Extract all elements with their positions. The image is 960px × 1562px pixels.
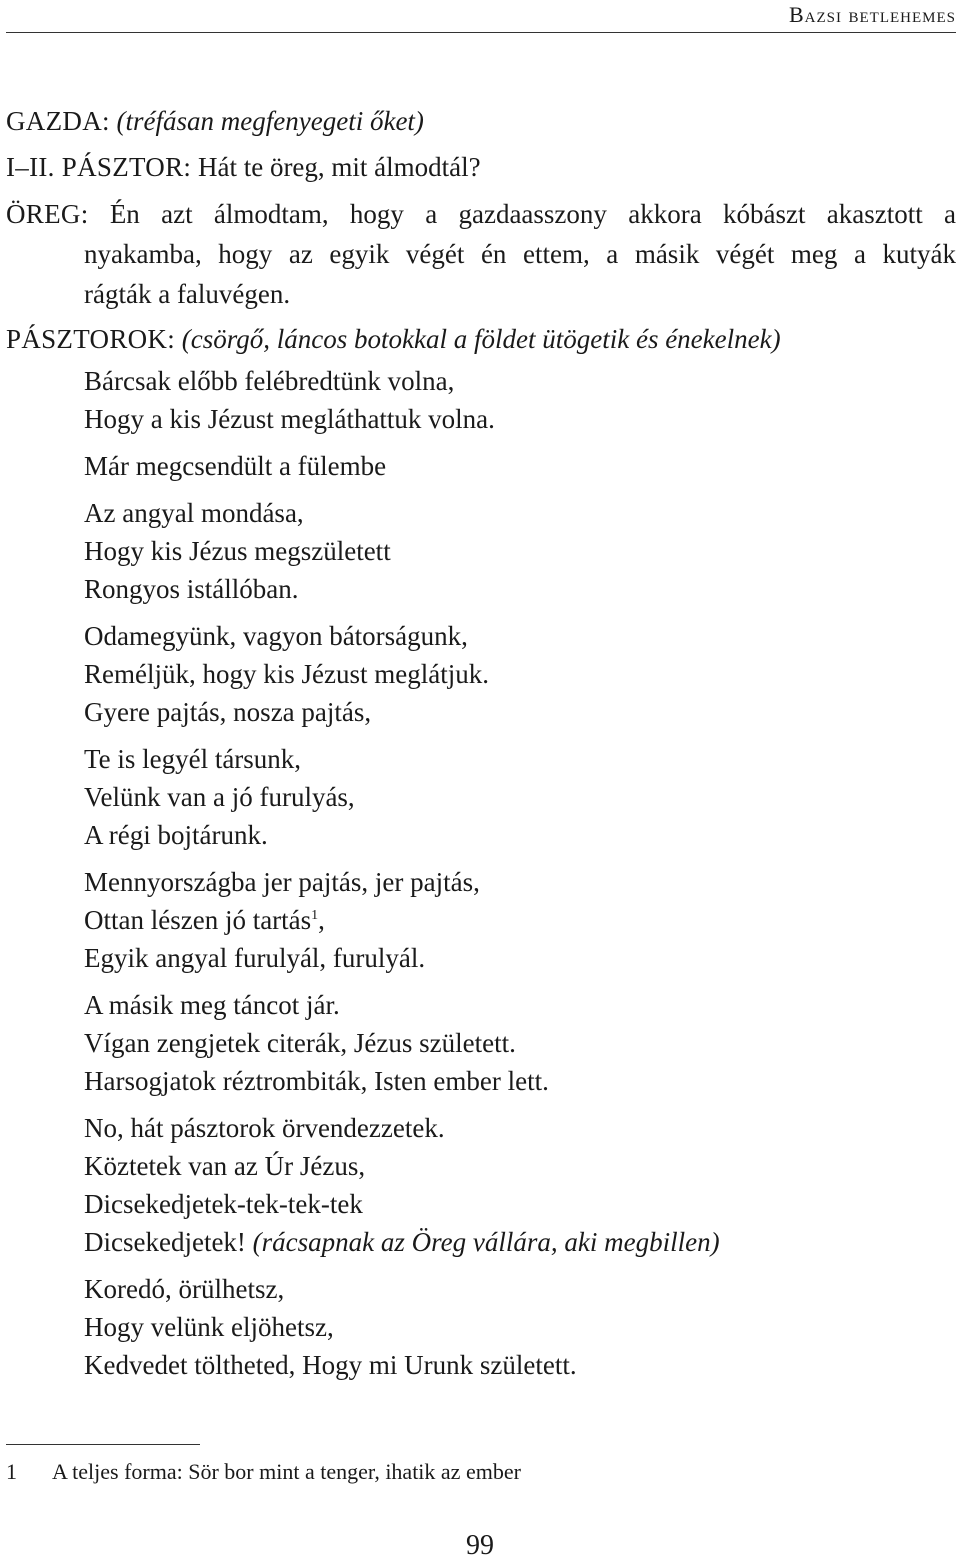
stanza <box>6 986 956 1100</box>
verse-line: Harsogjatok réztrombiták, Isten ember lett. <box>84 1066 549 1096</box>
stanza <box>6 863 956 977</box>
verse-line: Te is legyél társunk, <box>84 744 302 774</box>
verse-line: Egyik angyal furulyál, furulyál. <box>84 943 426 973</box>
verse-line: Rongyos istállóban. <box>84 574 299 604</box>
verse-line: Hogy velünk eljöhetsz, <box>84 1312 334 1342</box>
stanza <box>6 617 956 731</box>
verse-punctuation: , <box>318 905 325 935</box>
stanza <box>6 447 956 485</box>
stanza <box>6 740 956 854</box>
verse-line: No, hát pásztorok örvendezzetek. <box>84 1113 445 1143</box>
stanza <box>6 1270 956 1384</box>
verse-line: Bárcsak előbb felébredtünk volna, <box>84 366 455 396</box>
verse-line: Vígan zengjetek citerák, Jézus született. <box>84 1028 516 1058</box>
stage-direction: (csörgő, láncos botokkal a földet ütögetik és énekelnek) <box>181 324 781 354</box>
verse-line: Koredó, örülhetsz, <box>84 1274 285 1304</box>
speech-text: Hát te öreg, mit álmodtál? <box>197 152 481 182</box>
speech-first-line <box>6 194 956 234</box>
verse-text: Dicsekedjetek! <box>84 1227 246 1257</box>
verse-line: Hogy a kis Jézust megláthattuk volna. <box>84 404 495 434</box>
footnote-number: 1 <box>6 1459 17 1484</box>
verse-line: Odamegyünk, vagyon bátorságunk, <box>84 621 468 651</box>
verse-line: Hogy kis Jézus megszületett <box>84 536 391 566</box>
footnote-marker[interactable]: 1 <box>311 908 319 923</box>
footnote-rule <box>6 1444 200 1445</box>
speech-text: Én azt álmodtam, hogy a gazdaasszony akkora kóbászt akasztott a <box>109 199 956 229</box>
verse-line: Az angyal mondása, <box>84 498 304 528</box>
stanza <box>6 494 956 608</box>
verse-line: Reméljük, hogy kis Jézust meglátjuk. <box>84 659 489 689</box>
speech-gazda <box>6 98 956 144</box>
verse-text: Ottan lészen jó tartás <box>84 905 312 935</box>
verse-line: Dicsekedjetek-tek-tek-tek <box>84 1189 363 1219</box>
verse-line-with-footnote <box>6 901 956 939</box>
verse-line: Már megcsendült a fülembe <box>84 451 387 481</box>
speech-line: nyakamba, hogy az egyik végét én ettem, a másik végét meg a kutyák <box>84 239 956 269</box>
verse-line: Velünk van a jó furulyás, <box>84 782 355 812</box>
verse-line-with-direction <box>6 1223 956 1261</box>
page-number: 99 <box>466 1530 494 1561</box>
stanza <box>6 1109 956 1261</box>
verse-line: Kedvedet töltheted, Hogy mi Urunk született. <box>84 1350 577 1380</box>
speaker-name: ÖREG: <box>6 199 89 229</box>
verse-line: A másik meg táncot jár. <box>84 990 340 1020</box>
stanza <box>6 362 956 438</box>
speaker-name: GAZDA: <box>6 106 110 136</box>
running-header: Bazsi betlehemes <box>789 2 956 27</box>
speaker-name: PÁSZTOROK: <box>6 324 176 354</box>
speech-line: rágták a faluvégen. <box>84 279 291 309</box>
speaker-name: I–II. PÁSZTOR: <box>6 152 192 182</box>
verse-line: A régi bojtárunk. <box>84 820 268 850</box>
speech-oreg <box>6 194 956 314</box>
footnote-text: A teljes forma: Sör bor mint a tenger, ihatik az ember <box>52 1459 521 1484</box>
verse-line: Köztetek van az Úr Jézus, <box>84 1151 366 1181</box>
stage-direction: (tréfásan megfenyegeti őket) <box>116 106 424 136</box>
header-rule <box>6 32 956 33</box>
song <box>6 362 956 1384</box>
speech-pasztor <box>6 144 956 190</box>
speech-pasztorok <box>6 316 956 362</box>
play-text <box>6 98 956 1393</box>
verse-line: Gyere pajtás, nosza pajtás, <box>84 697 372 727</box>
verse-line: Mennyországba jer pajtás, jer pajtás, <box>84 867 480 897</box>
stage-direction: (rácsapnak az Öreg vállára, aki megbillen) <box>252 1227 720 1257</box>
footnote <box>6 1459 521 1485</box>
speech-continuation <box>6 234 956 314</box>
